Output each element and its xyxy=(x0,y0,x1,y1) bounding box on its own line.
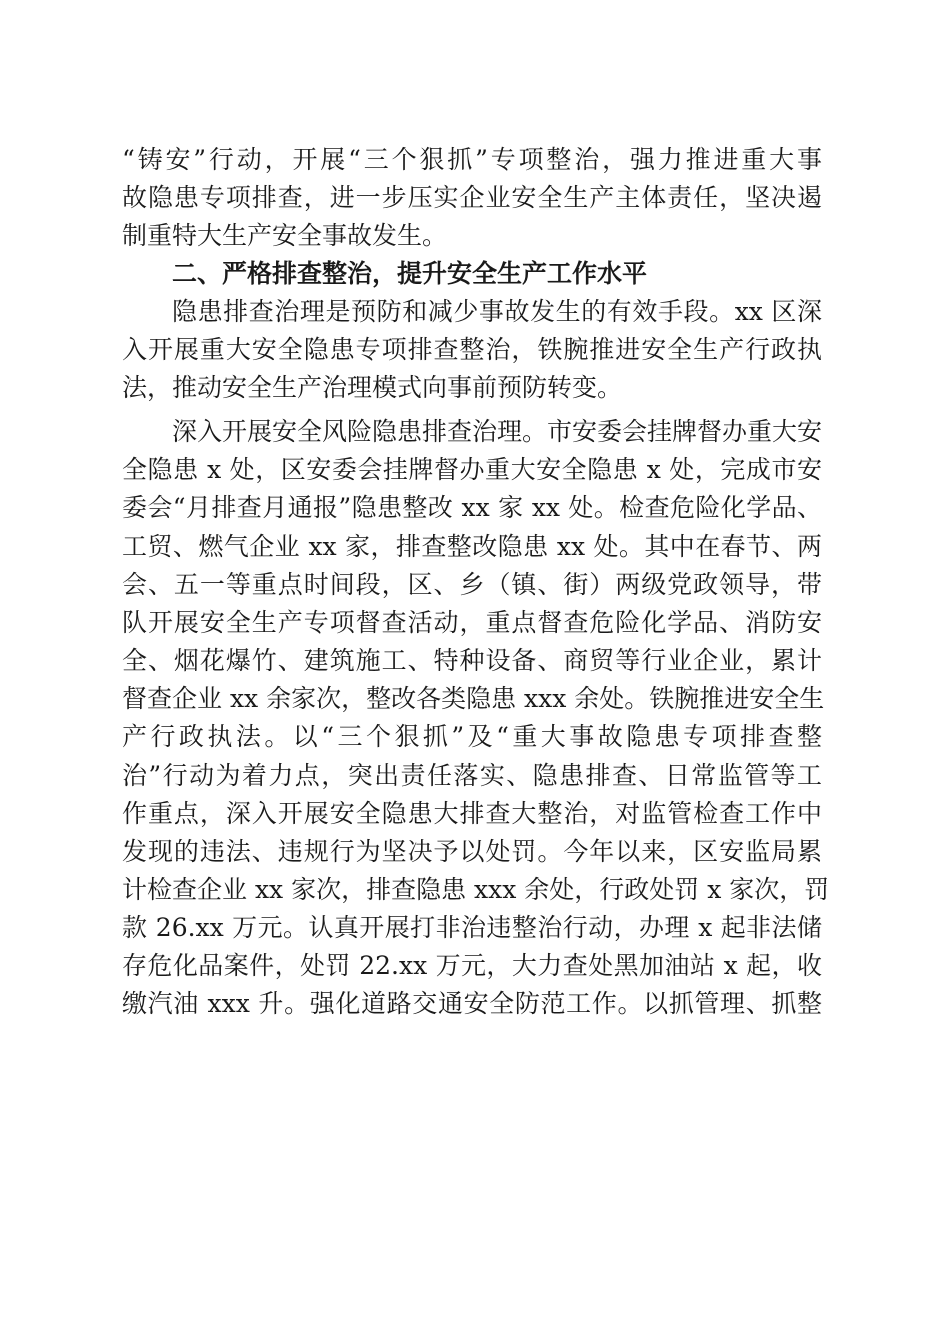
paragraph-line: 深入开展安全风险隐患排查治理。市安委会挂牌督办重大安 xyxy=(172,417,823,446)
paragraph-line xyxy=(122,1023,822,1061)
paragraph-line: 队开展安全生产专项督查活动，重点督查危险化学品、消防安 xyxy=(122,608,822,637)
paragraph-line: “铸安”行动，开展“三个狠抓”专项整治，强力推进重大事 xyxy=(122,145,822,174)
paragraph-line: 会、五一等重点时间段，区、乡（镇、街）两级党政领导，带 xyxy=(122,570,822,599)
paragraph-line xyxy=(122,1061,822,1099)
paragraph-line: 全隐患 x 处，区安委会挂牌督办重大安全隐患 x 处，完成市安 xyxy=(122,455,822,484)
paragraph-line: 故隐患专项排查，进一步压实企业安全生产主体责任，坚决遏 xyxy=(122,183,822,212)
paragraph-line: 治”行动为着力点，突出责任落实、隐患排查、日常监管等工 xyxy=(122,761,822,790)
paragraph-line: 工贸、燃气企业 xx 家，排查整改隐患 xx 处。其中在春节、两 xyxy=(122,532,822,561)
paragraph-line: 作重点，深入开展安全隐患大排查大整治，对监管检查工作中 xyxy=(122,799,822,828)
paragraph-line: 全、烟花爆竹、建筑施工、特种设备、商贸等行业企业，累计 xyxy=(122,646,822,675)
paragraph-line: 委会“月排查月通报”隐患整改 xx 家 xx 处。检查危险化学品、 xyxy=(122,493,822,522)
paragraph-line: 计检查企业 xx 家次，排查隐患 xxx 余处，行政处罚 x 家次，罚 xyxy=(122,875,830,904)
paragraph-line: 隐患排查治理是预防和减少事故发生的有效手段。xx 区深 xyxy=(172,297,822,326)
paragraph-line: 产行政执法。以“三个狠抓”及“重大事故隐患专项排查整 xyxy=(122,722,822,751)
section-heading: 二、严格排查整治，提升安全生产工作水平 xyxy=(172,259,648,288)
paragraph-line: 存危化品案件，处罚 22.xx 万元，大力查处黑加油站 x 起，收 xyxy=(122,951,822,980)
paragraph-line: 法，推动安全生产治理模式向事前预防转变。 xyxy=(122,373,623,402)
paragraph-line: 督查企业 xx 余家次，整改各类隐患 xxx 余处。铁腕推进安全生 xyxy=(122,684,825,713)
paragraph-line: 发现的违法、违规行为坚决予以处罚。今年以来，区安监局累 xyxy=(122,837,822,866)
paragraph-line: 款 26.xx 万元。认真开展打非治违整治行动，办理 x 起非法储 xyxy=(122,913,822,942)
paragraph-line: 制重特大生产安全事故发生。 xyxy=(122,221,448,250)
paragraph-line xyxy=(122,1099,822,1137)
paragraph-line: 缴汽油 xxx 升。强化道路交通安全防范工作。以抓管理、抓整 xyxy=(122,989,822,1018)
paragraph-line: 入开展重大安全隐患专项排查整治，铁腕推进安全生产行政执 xyxy=(122,335,822,364)
